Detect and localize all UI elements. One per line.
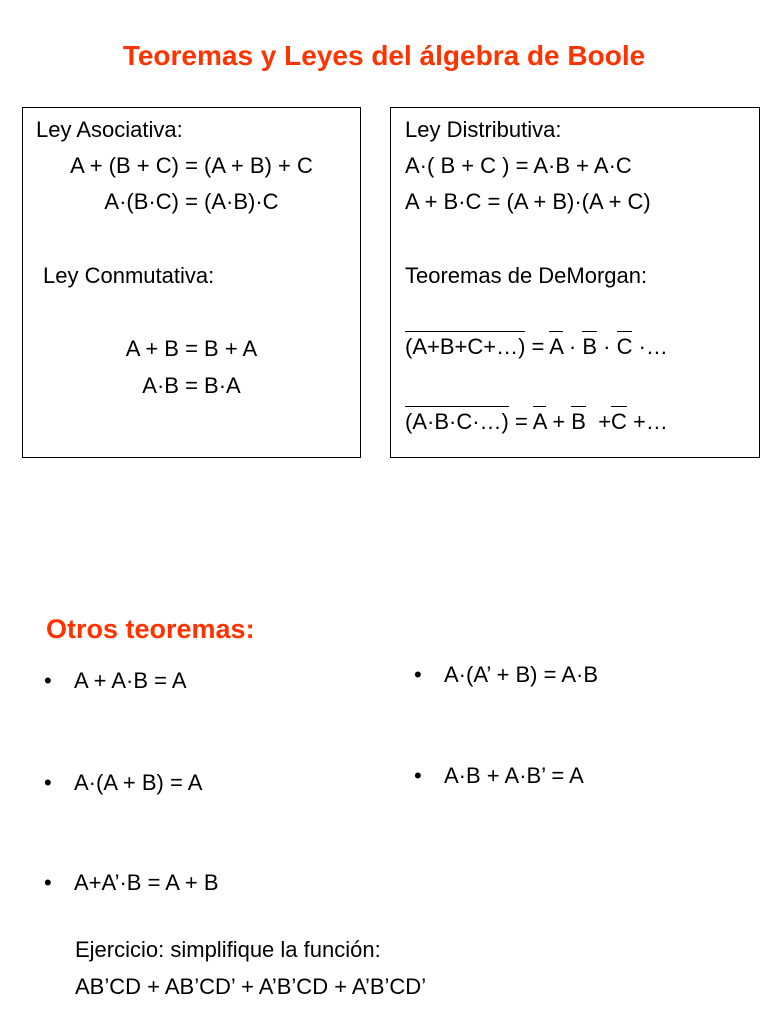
bullet: •: [44, 770, 52, 795]
bullet: •: [44, 668, 52, 693]
demorgan-theorem-1: [405, 333, 668, 361]
demorgan-label: Teoremas de DeMorgan:: [405, 263, 648, 288]
demorgan-2-not-c: C: [611, 406, 627, 434]
demorgan-2-negated-product: (A·B·C·…): [405, 406, 509, 434]
page-title: Teoremas y Leyes del álgebra de Boole: [122, 40, 646, 71]
demorgan-1-equals: =: [525, 334, 550, 359]
ejercicio-label: Ejercicio: simplifique la función:: [75, 937, 381, 962]
conmutativa-equation-2: A·B = B·A: [142, 373, 241, 398]
demorgan-1-not-a: A: [549, 331, 562, 359]
demorgan-2-equals: =: [508, 409, 533, 434]
otros-left-item-2: [44, 769, 202, 797]
demorgan-1-dot-1: ·: [562, 334, 583, 359]
otros-right-item-1: [414, 661, 598, 689]
distributiva-equation-1: A·( B + C ) = A·B + A·C: [405, 153, 632, 178]
demorgan-1-not-c: C: [617, 331, 633, 359]
demorgan-1-tail: ·…: [632, 334, 668, 359]
conmutativa-equation-1: A + B = B + A: [125, 336, 258, 361]
otros-right-item-2-text: A·B + A·B’ = A: [444, 763, 584, 788]
ejercicio-expression: AB’CD + AB’CD’ + A’B’CD + A’B’CD’: [75, 974, 427, 999]
demorgan-theorem-2: [405, 408, 668, 436]
otros-left-item-3: [44, 869, 219, 897]
otros-left-item-1: [44, 667, 187, 695]
asociativa-equation-2: A·(B·C) = (A·B)·C: [104, 189, 279, 214]
asociativa-label: Ley Asociativa:: [36, 117, 183, 142]
otros-right-item-2: [414, 762, 584, 790]
otros-left-item-2-text: A·(A + B) = A: [74, 770, 203, 795]
demorgan-1-not-b: B: [582, 331, 597, 359]
otros-right-item-1-text: A·(A’ + B) = A·B: [444, 662, 599, 687]
demorgan-1-dot-2: ·: [597, 334, 617, 359]
demorgan-2-not-b: B: [571, 406, 586, 434]
otros-teoremas-heading: Otros teoremas:: [46, 614, 255, 644]
bullet: •: [44, 870, 52, 895]
conmutativa-label: Ley Conmutativa:: [43, 263, 215, 288]
otros-left-item-1-text: A + A·B = A: [74, 668, 187, 693]
demorgan-2-tail: +…: [626, 409, 668, 434]
bullet: •: [414, 763, 422, 788]
bullet: •: [414, 662, 422, 687]
demorgan-2-plus-2: +: [585, 409, 612, 434]
demorgan-2-not-a: A: [533, 406, 546, 434]
distributiva-label: Ley Distributiva:: [405, 117, 562, 142]
otros-left-item-3-text: A+A’·B = A + B: [74, 870, 219, 895]
demorgan-1-negated-sum: (A+B+C+…): [405, 331, 525, 359]
asociativa-equation-1: A + (B + C) = (A + B) + C: [70, 153, 313, 178]
demorgan-2-plus-1: +: [546, 409, 572, 434]
distributiva-equation-2: A + B·C = (A + B)·(A + C): [405, 189, 651, 214]
